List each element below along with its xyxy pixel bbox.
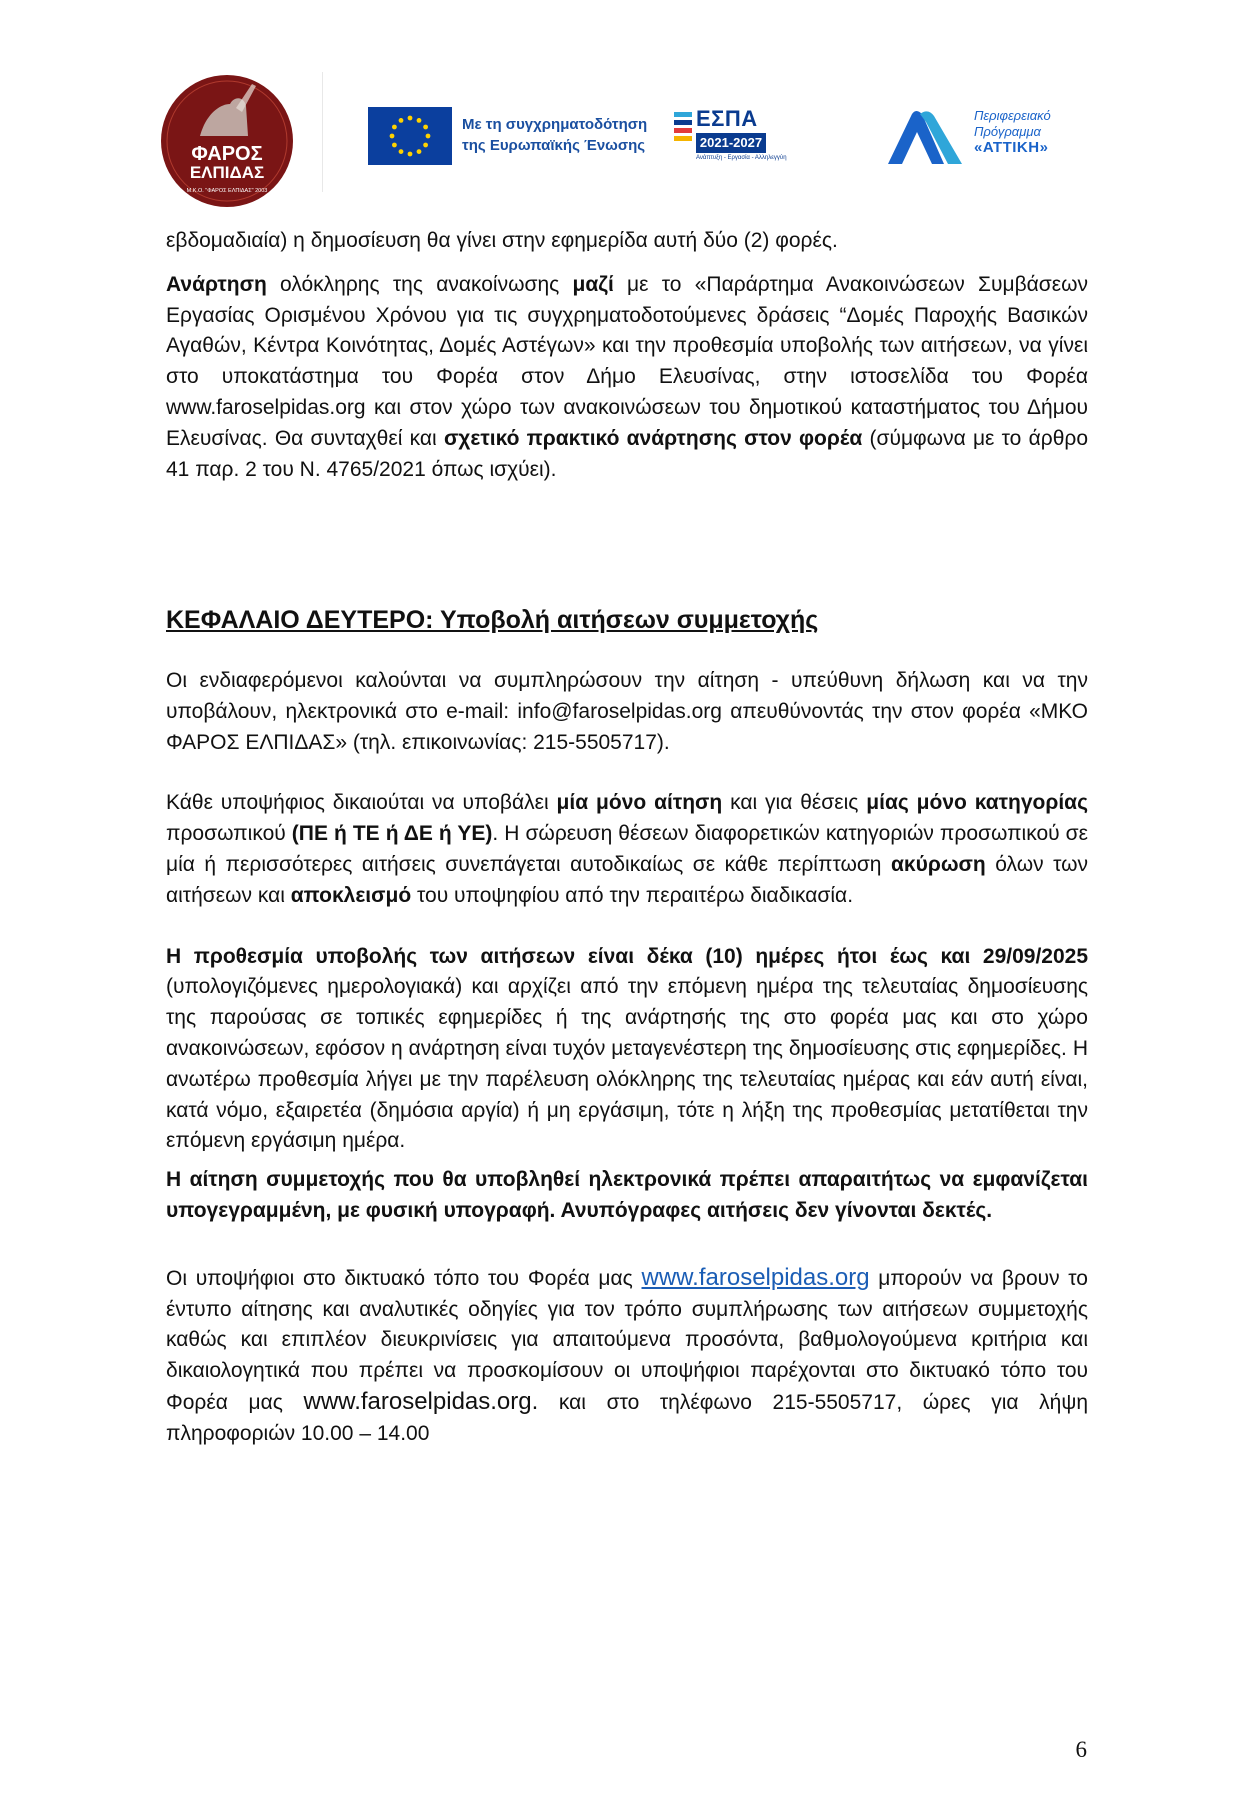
p4-text-5: όλων των αιτήσεων και [166,852,1088,907]
p4-text-4: . Η σώρευση θέσεων διαφορετικών κατηγοριών προσωπικού σε μία ή περισσότερες αιτήσεις συνεπάγεται αυτοδικαίως σε κάθε περίπτωση [166,822,1088,876]
espa-subtitle: Ανάπτυξη - Εργασία - Αλληλεγγύη [696,155,787,161]
paragraph-6: Η αίτηση συμμετοχής που θα υποβληθεί ηλεκτρονικά πρέπει απαραιτήτως να εμφανίζεται υπογεγραμμένη, με φυσική υπογραφή. Ανυπόγραφες αιτήσεις δεν γίνονται δεκτές. [166,1168,1088,1222]
p5-bold-deadline: Η προθεσμία υποβολής των αιτήσεων είναι δέκα (10) ημέρες ήτοι έως και 29/09/2025 [166,944,1088,968]
paragraph-7 [166,1263,1088,1450]
document-body-section2 [166,666,1088,1450]
espa-stripes-icon [672,110,694,150]
paragraph-4 [166,788,1088,911]
eu-text-line2: της Ευρωπαϊκής Ένωσης [462,137,646,154]
page-header [160,62,1100,197]
faros-elpidas-logo [160,74,294,208]
p2-bold-3: σχετικό πρακτικό ανάρτησης στον φορέα [443,426,863,450]
header-divider [322,72,323,192]
p4-text-3: προσωπικού [166,822,292,846]
p4-bold-3: (ΠΕ ή ΤΕ ή ΔΕ ή ΥΕ) [291,822,493,846]
logo-name-line1: ΦΑΡΟΣ [191,143,263,165]
p7-website-text: www.faroselpidas.org. [303,1387,539,1415]
logo-name-line2: ΕΛΠΙΔΑΣ [189,163,265,182]
espa-years: 2021-2027 [696,133,766,153]
p2-bold-2: μαζί [572,272,614,296]
p4-text-2: και για θέσεις [722,791,867,815]
attiki-line1: Περιφερειακό [974,108,1051,123]
paragraph-1: εβδομαδιαία) η δημοσίευση θα γίνει στην εφημερίδα αυτή δύο (2) φορές. [166,229,838,252]
attiki-line3: «ΑΤΤΙΚΗ» [974,139,1049,156]
attiki-text [974,108,1051,156]
section-heading: ΚΕΦΑΛΑΙΟ ΔΕΥΤΕΡΟ: Υποβολή αιτήσεων συμμετοχής [166,606,819,634]
p4-bold-2: μίας μόνο κατηγορίας [866,791,1089,815]
p2-text-1: ολόκληρης της ανακοίνωσης [266,272,573,296]
p7-text-2: μπορούν να βρουν το έντυπο αίτησης και αναλυτικές οδηγίες για τον τρόπο συμπλήρωσης των αιτήσεων συμμετοχής καθώς και επιπλέον διευκρινίσεις για απαιτούμενα προσόντα, βαθμολογούμενα κριτήρια και δικαιολογητικά που πρέπει να προσκομίσουν οι υποψήφιοι παρέχονται στο δικτυακό τόπο του Φορέα μας [166,1266,1088,1414]
p4-text-1: Κάθε υποψήφιος δικαιούται να υποβάλει [166,791,557,815]
paragraph-5 [166,942,1088,1158]
p7-text-1: Οι υποψήφιοι στο δικτυακό τόπο του Φορέα μας [166,1266,642,1290]
p5-text: (υπολογιζόμενες ημερολογιακά) και αρχίζει από την επόμενη ημέρα της τελευταίας δημοσίευσης της παρούσας σε τοπικές εφημερίδες ή της ανάρτησής της στο φορέα μας και στο χώρο ανακοινώσεων, εφόσον η ανάρτηση είναι τυχόν μεταγενέστερη της δημοσίευσης στις εφημερίδες. Η ανωτέρω προθεσμία λήγει με την παρέλευση ολόκληρης της τελευταίας ημέρας και εάν αυτή είναι, κατά νόμο, εξαιρετέα (δημόσια αργία) ή μη εργάσιμη, τότε η λήξη της προθεσμίας μετατίθεται την επόμενη εργάσιμη ημέρα. [166,975,1088,1153]
p7-text-3: και στο τηλέφωνο 215-5505717, ώρες για λήψη πληροφοριών 10.00 – 14.00 [166,1390,1089,1445]
p4-bold-4: ακύρωση [890,852,986,876]
paragraph-3: Οι ενδιαφερόμενοι καλούνται να συμπληρώσουν την αίτηση - υπεύθυνη δήλωση και να την υποβάλουν, ηλεκτρονικά στο e-mail: info@faroselpidas.org απευθύνοντάς την στον φορέα «ΜΚΟ ΦΑΡΟΣ ΕΛΠΙΔΑΣ» (τηλ. επικοινωνίας: 215-5505717). [166,669,1088,754]
paragraph-2 [166,270,1088,486]
espa-word: ΕΣΠΑ [696,106,758,131]
p4-text-6: του υποψηφίου από την περαιτέρω διαδικασία. [411,883,854,907]
p2-bold-1: Ανάρτηση [166,272,267,296]
attiki-logo [880,100,1051,180]
eu-text-line1: Με τη συγχρηματοδότηση [462,116,648,133]
logo-caption: Μ.Κ.Ο. "ΦΑΡΟΣ ΕΛΠΙΔΑΣ" 2003 [186,188,268,194]
document-body [166,226,1088,485]
espa-logo [672,106,787,168]
attiki-line2: Πρόγραμμα [974,124,1041,139]
p4-bold-5: αποκλεισμό [290,883,412,907]
p2-text-2: με το «Παράρτημα Ανακοινώσεων Συμβάσεων Εργασίας Ορισμένου Χρόνου για τις συγχρηματοδοτούμενες δράσεις “Δομές Παροχής Βασικών Αγαθών, Κέντρα Κοινότητας, Δομές Αστέγων» και την προθεσμία υποβολής των αιτήσεων, να γίνει στο υποκατάστημα του Φορέα στον Δήμο Ελευσίνας, στην ιστοσελίδα του Φορέα www.faroselpidas.org και στον χώρο των ανακοινώσεων του δημοτικού καταστήματος του Δήμου Ελευσίνας. Θα συνταχθεί και [166,272,1089,450]
p2-text-3: (σύμφωνα με το άρθρο 41 παρ. 2 του Ν. 4765/2021 όπως ισχύει). [166,426,1088,481]
page-number: 6 [1075,1737,1087,1762]
eu-cofunding-text [462,114,647,156]
attiki-arch-icon [882,106,970,168]
p4-bold-1: μία μόνο αίτηση [556,791,723,815]
eu-flag-icon [368,107,452,165]
website-link[interactable]: www.faroselpidas.org [641,1263,870,1291]
